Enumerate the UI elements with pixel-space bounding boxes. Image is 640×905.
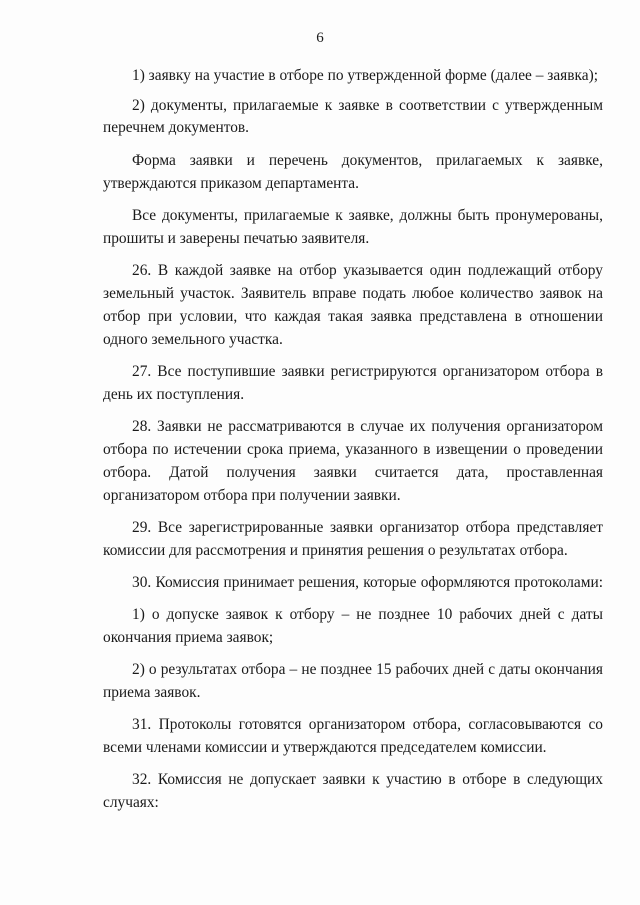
text-line: приема заявок. [103,684,201,701]
text-line: 28. Заявки не рассматриваются в случае их получения организатором [132,418,603,435]
text-line: 31. Протоколы готовятся организатором отбора, согласовываются со [132,716,603,733]
text-line: перечнем документов. [103,119,250,136]
text-line: 29. Все зарегистрированные заявки организатор отбора представляет [132,519,603,536]
text-line: 27. Все поступившие заявки регистрируются организатором отбора в [132,363,603,380]
text-line: утверждаются приказом департамента. [103,175,359,192]
text-line: комиссии для рассмотрения и принятия решения о результатах отбора. [103,542,568,559]
text-line: 2) документы, прилагаемые к заявке в соответствии с утвержденным [132,97,603,114]
text-line: 1) о допуске заявок к отбору – не позднее 10 рабочих дней с даты [132,606,603,623]
text-line: 32. Комиссия не допускает заявки к участию в отборе в следующих [132,771,603,788]
text-line: отбора. Датой получения заявки считается дата, проставленная [103,464,603,481]
text-line: отбора по истечении срока приема, указанного в извещении о проведении [103,441,603,458]
text-line: всеми членами комиссии и утверждаются председателем комиссии. [103,739,547,756]
text-line: 30. Комиссия принимает решения, которые оформляются протоколами: [132,574,603,591]
text-line: Все документы, прилагаемые к заявке, должны быть пронумерованы, [132,207,603,224]
text-line: случаях: [103,794,159,811]
text-line: Форма заявки и перечень документов, прилагаемых к заявке, [132,152,603,169]
page-number: 6 [316,30,324,46]
text-line: 26. В каждой заявке на отбор указывается один подлежащий отбору [132,262,603,279]
text-line: 1) заявку на участие в отборе по утвержденной форме (далее – заявка); [132,67,599,84]
text-line: земельный участок. Заявитель вправе подать любое количество заявок на [103,285,603,302]
text-line: окончания приема заявок; [103,629,274,646]
text-line: 2) о результатах отбора – не позднее 15 рабочих дней с даты окончания [132,661,603,678]
text-line: отбор при условии, что каждая такая заявка представлена в отношении [103,308,603,325]
text-line: прошиты и заверены печатью заявителя. [103,230,370,247]
text-line: организатором отбора при получении заявки. [103,487,401,504]
text-line: день их поступления. [103,386,245,403]
text-line: одного земельного участка. [103,331,283,348]
